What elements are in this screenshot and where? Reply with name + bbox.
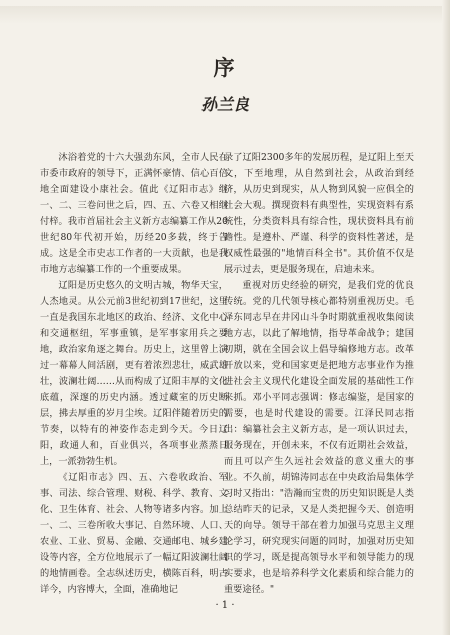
paragraph: 《辽阳市志》四、五、六卷收政治、军事、司法、综合管理、财税、科学、教育、文化、卫生体育、社会、人物等诸多内容。加上一、二、三卷所收大事记、自然环境、人口、农业、工业、贸易、金融、交通邮电、城乡建设等内容，全方位地展示了一幅辽阳波澜壮阔的地情画卷。全志纵述历史，横陈百科，明古详今，内容博大，全面，准确地记 (40, 472, 228, 595)
paragraph: 沐浴着党的十六大强劲东风，全市人民在市委市政府的领导下，正满怀豪情、信心百倍地全面建设小康社会。值此《辽阳市志》继一、二、三卷问世之后，四、五、六卷又相继付梓。我市首届社会主义新方志编纂工作从20世纪80年代初开始，历经20多载，终于告成。这是全市史志工作者的一大贡献，也是我市地方志编纂工作的一个重要成果。 (40, 152, 228, 275)
paragraph-continuation: 录了辽阳2300多年的发展历程，是辽阳上至天文，下至地理，从自然到社会，从政治到经济，从历史到现实，从人物到风貌一应俱全的社会大观。撰现资料有典型性，实现资料有系统性，分类资料具有综合性，现状资料具有前瞻性。是遵朴、严谨、科学的资料性著述，是权威性最强的"地情百科全书"。其价值不仅是展示过去，更是服务现在，启迪未来。 (224, 152, 414, 275)
scan-edge-shadow (0, 6, 450, 24)
page-number: · 1 · (215, 600, 235, 611)
paragraph: 重视对历史经验的研究，是我们党的优良传统。党的几代领导核心都特别重视历史。毛泽东同志早在井冈山斗争时期就重视收集阅读地方志，以此了解地情，指导革命战争；建国初期，就在全国会议上倡导编修地方志。改革开放以来，党和国家更是把地方志事业作为推进社会主义现代化建设全面发展的基础性工作来抓。邓小平同志强调：修志编鉴，是国家的需要，也是时代建设的需要。江泽民同志指出：编纂社会主义新方志，是一项认识过去，服务现在，开创未来，不仅有近期社会效益，而且可以产生久远社会效益的意义重大的事业。不久前，胡锦涛同志在中央政治局集体学习时又指出："浩瀚而宝贵的历史知识既是人类总结昨天的记录，又是人类把握今天、创造明天的向导。领导干部在着力加强马克思主义理论学习，研究现实问题的同时，加强对历史知识的学习，既是提高领导水平和领导能力的现实要求，也是培养科学文化素质和综合能力的重要途径。" (224, 280, 414, 595)
right-column (224, 150, 414, 598)
author-signature: 孙兰良 (200, 95, 249, 114)
page-title: 序 (213, 55, 237, 80)
left-column (40, 150, 228, 598)
paragraph: 辽阳是历史悠久的文明古城，物华天宝，人杰地灵。从公元前3世纪初到17世纪，这里一直是我国东北地区的政治、经济、文化中心和交通枢纽，军事重镇，是军事家用兵之要地，政治家角逐之舞台。历史上，这里曾上演过一幕幕人间活剧，更有着浓烈悲壮，威武雄壮，波澜壮阔……从而构成了辽阳丰厚的文化底蕴，深邃的历史内涵。透过藏室的历史断层，拂去厚重的岁月尘埃。辽阳伴随着历史的节奏，以特有的神姿作态走到今天。今日辽阳，政通人和，百业俱兴，各项事业蒸蒸日上，一派勃勃生机。 (40, 280, 228, 467)
